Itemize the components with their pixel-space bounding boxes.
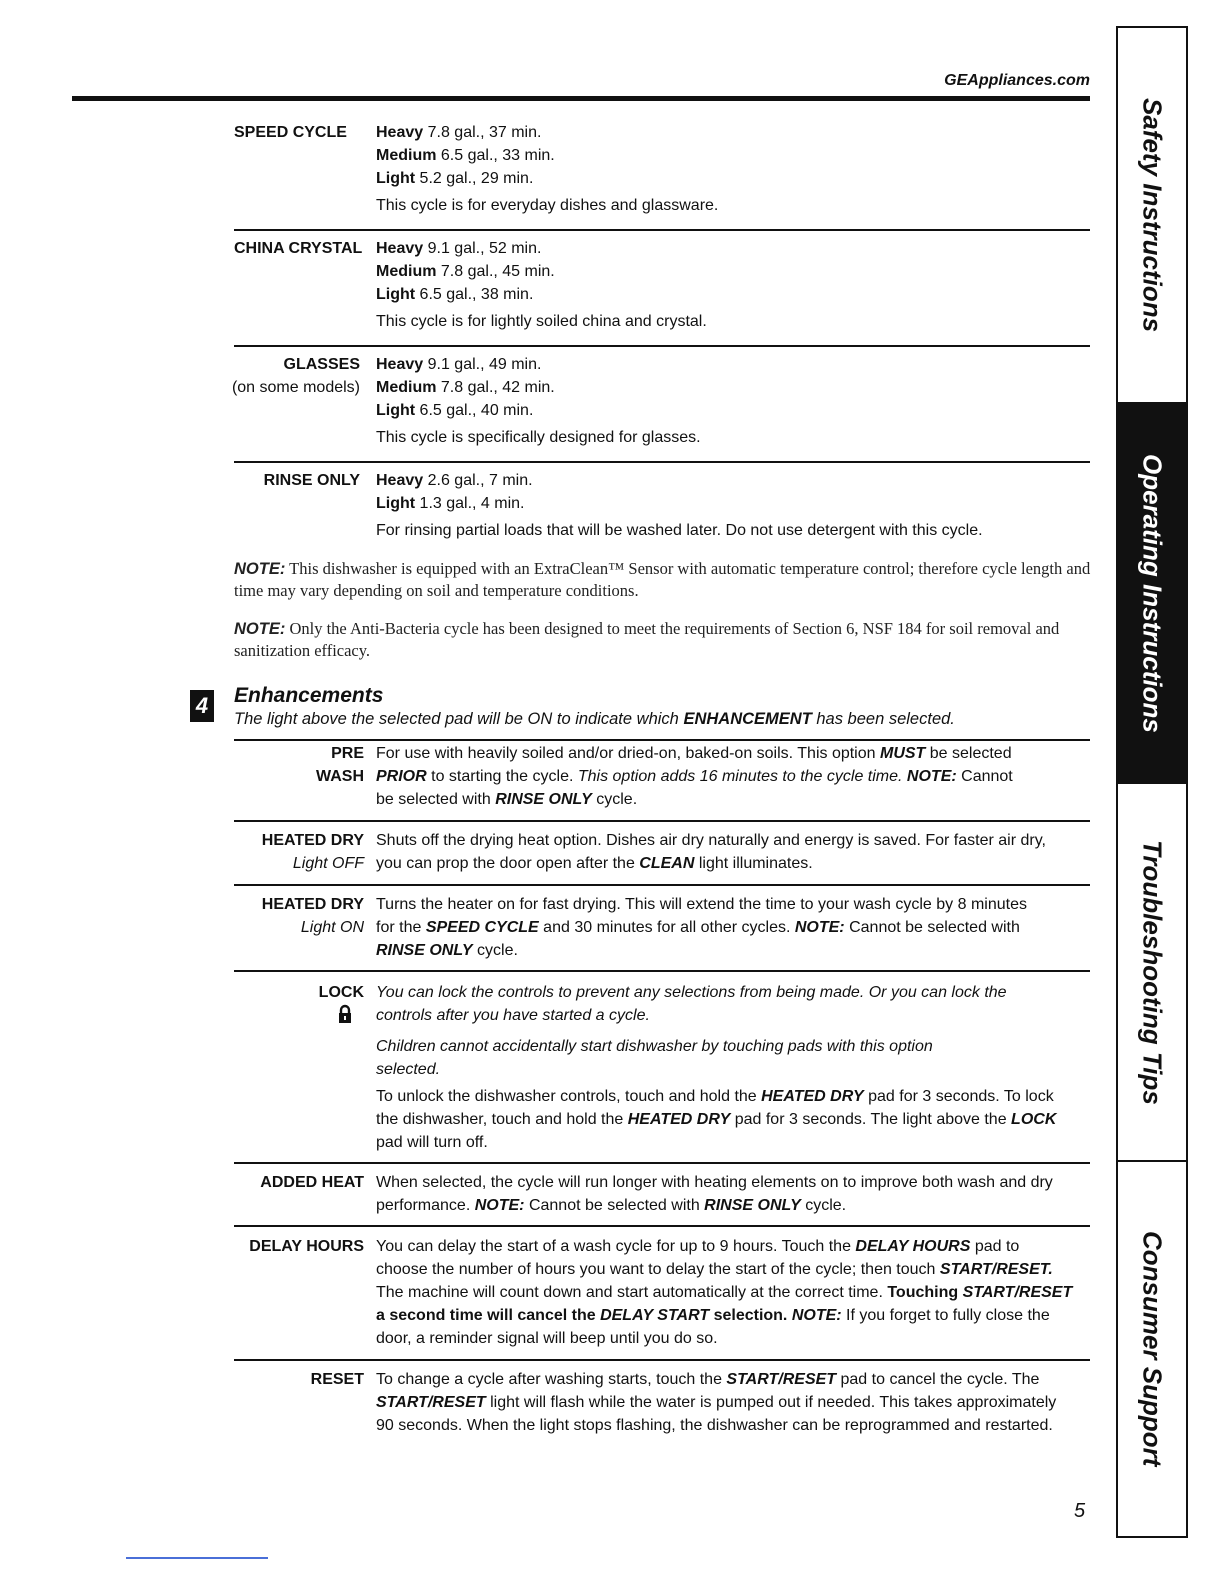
level-value: 9.1 gal., 49 min. — [427, 356, 542, 373]
level-value: 6.5 gal., 40 min. — [419, 402, 534, 419]
lock-icon — [338, 1004, 352, 1024]
level-heavy: Heavy — [376, 356, 424, 373]
cycle-name: RINSE ONLY — [263, 472, 360, 489]
level-medium: Medium — [376, 379, 437, 396]
divider — [234, 739, 1090, 741]
site-url: GEAppliances.com — [944, 72, 1090, 89]
level-light: Light — [376, 495, 416, 512]
enhancement-name: HEATED DRY — [261, 896, 364, 913]
cycle-name: CHINA CRYSTAL — [234, 240, 363, 257]
cycle-subname: (on some models) — [231, 379, 360, 396]
divider — [234, 461, 1090, 463]
enhancement-name: DELAY HOURS — [249, 1238, 364, 1255]
tab-consumer-support[interactable] — [1118, 1162, 1186, 1536]
note-label: NOTE: — [234, 560, 286, 578]
level-value: 2.6 gal., 7 min. — [427, 472, 533, 489]
tab-label: Troubleshooting Tips — [1137, 839, 1168, 1105]
level-value: 6.5 gal., 38 min. — [419, 286, 534, 303]
note-text: Only the Anti-Bacteria cycle has been designed to meet the requirements of Section 6, NSF 184 for soil removal and sanitization efficacy. — [234, 619, 1060, 660]
enhancement-subname: Light OFF — [292, 855, 364, 872]
section-subtitle: The light above the selected pad will be ON to indicate which ENHANCEMENT has been selected. — [234, 710, 955, 728]
tab-label: Operating Instructions — [1137, 453, 1168, 733]
cycle-name: SPEED CYCLE — [234, 124, 347, 141]
enhancement-subname: Light ON — [300, 919, 364, 936]
header-rule — [72, 96, 1090, 101]
level-heavy: Heavy — [376, 240, 424, 257]
level-value: 7.8 gal., 37 min. — [427, 124, 542, 141]
level-value: 7.8 gal., 42 min. — [440, 379, 555, 396]
section-title: Enhancements — [234, 684, 384, 707]
cycle-description: This cycle is specifically designed for glasses. — [376, 429, 701, 446]
level-heavy: Heavy — [376, 472, 424, 489]
cycle-name: GLASSES — [283, 356, 360, 373]
level-light: Light — [376, 286, 416, 303]
level-heavy: Heavy — [376, 124, 424, 141]
cycle-description: This cycle is for lightly soiled china and crystal. — [376, 313, 707, 330]
enhancement-name: PRE — [331, 745, 364, 762]
cycle-description: This cycle is for everyday dishes and glassware. — [376, 197, 719, 214]
level-light: Light — [376, 170, 416, 187]
tab-troubleshooting-tips[interactable] — [1118, 784, 1186, 1162]
divider — [234, 884, 1090, 886]
enhancement-name: LOCK — [318, 984, 364, 1001]
note-nsf — [234, 618, 1094, 662]
divider — [234, 820, 1090, 822]
section-number-badge: 4 — [190, 690, 214, 722]
tab-safety-instructions[interactable] — [1118, 28, 1186, 404]
page-number: 5 — [1074, 1500, 1086, 1522]
cycle-description: For rinsing partial loads that will be washed later. Do not use detergent with this cycle. — [376, 522, 983, 539]
level-value: 7.8 gal., 45 min. — [440, 263, 555, 280]
level-value: 9.1 gal., 52 min. — [427, 240, 542, 257]
divider — [234, 1225, 1090, 1227]
level-value: 5.2 gal., 29 min. — [419, 170, 534, 187]
level-value: 1.3 gal., 4 min. — [419, 495, 525, 512]
divider — [234, 1162, 1090, 1164]
level-light: Light — [376, 402, 416, 419]
divider — [234, 1359, 1090, 1361]
enhancement-name: RESET — [310, 1371, 364, 1388]
tab-label: Safety Instructions — [1137, 97, 1168, 333]
level-value: 6.5 gal., 33 min. — [440, 147, 555, 164]
tab-operating-instructions[interactable] — [1118, 404, 1186, 784]
level-medium: Medium — [376, 263, 437, 280]
section-tabs — [1116, 26, 1188, 1538]
enhancement-name: HEATED DRY — [261, 832, 364, 849]
level-medium: Medium — [376, 147, 437, 164]
tab-label: Consumer Support — [1137, 1231, 1168, 1467]
divider — [234, 970, 1090, 972]
note-sensor — [234, 558, 1094, 602]
divider — [234, 345, 1090, 347]
note-text: This dishwasher is equipped with an ExtraClean™ Sensor with automatic temperature control; therefore cycle length and time may vary depending on soil and temperature conditions. — [234, 559, 1091, 600]
enhancement-name: ADDED HEAT — [260, 1174, 364, 1191]
divider — [234, 229, 1090, 231]
enhancement-name: WASH — [316, 768, 364, 785]
bottom-link-underline — [126, 1557, 268, 1559]
note-label: NOTE: — [234, 620, 286, 638]
